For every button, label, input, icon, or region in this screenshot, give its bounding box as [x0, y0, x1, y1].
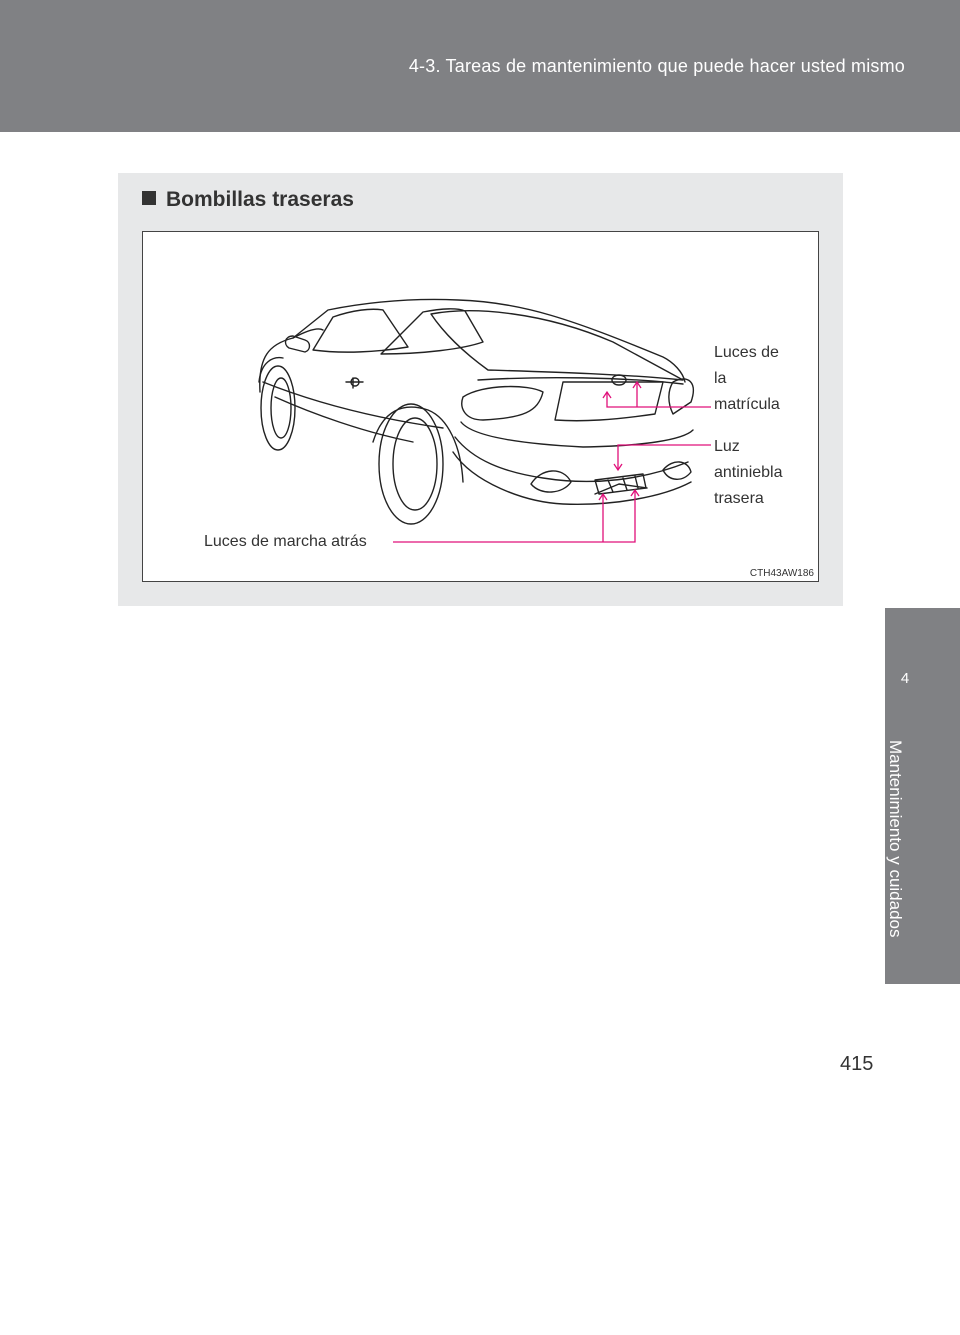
callout-line: la [714, 370, 727, 387]
section-header: 4-3. Tareas de mantenimiento que puede hacer usted mismo [408, 56, 905, 76]
callout-line: antiniebla [714, 464, 783, 481]
license-light-callout [714, 340, 780, 418]
callout-line: Luces de [714, 344, 779, 361]
rear-bulbs-panel [118, 173, 843, 606]
figure-code: CTH43AW186 [749, 568, 814, 579]
car-rear-figure [142, 231, 819, 582]
square-bullet-icon [142, 191, 156, 205]
reverse-lights-callout: Luces de marcha atrás [204, 533, 367, 550]
callout-line: matrícula [714, 396, 780, 413]
car-drawing [259, 299, 693, 524]
chapter-title: Mantenimiento y cuidados [886, 740, 905, 938]
panel-title [142, 188, 354, 212]
callout-line: Luz [714, 438, 740, 455]
header-band [0, 0, 960, 132]
panel-title-text: Bombillas traseras [166, 188, 354, 211]
leader-lines [393, 382, 711, 542]
callout-line: trasera [714, 490, 764, 507]
rear-fog-light-callout [714, 434, 783, 512]
page-number: 415 [840, 1053, 874, 1075]
chapter-title-wrap [885, 740, 925, 980]
chapter-number: 4 [900, 670, 910, 687]
